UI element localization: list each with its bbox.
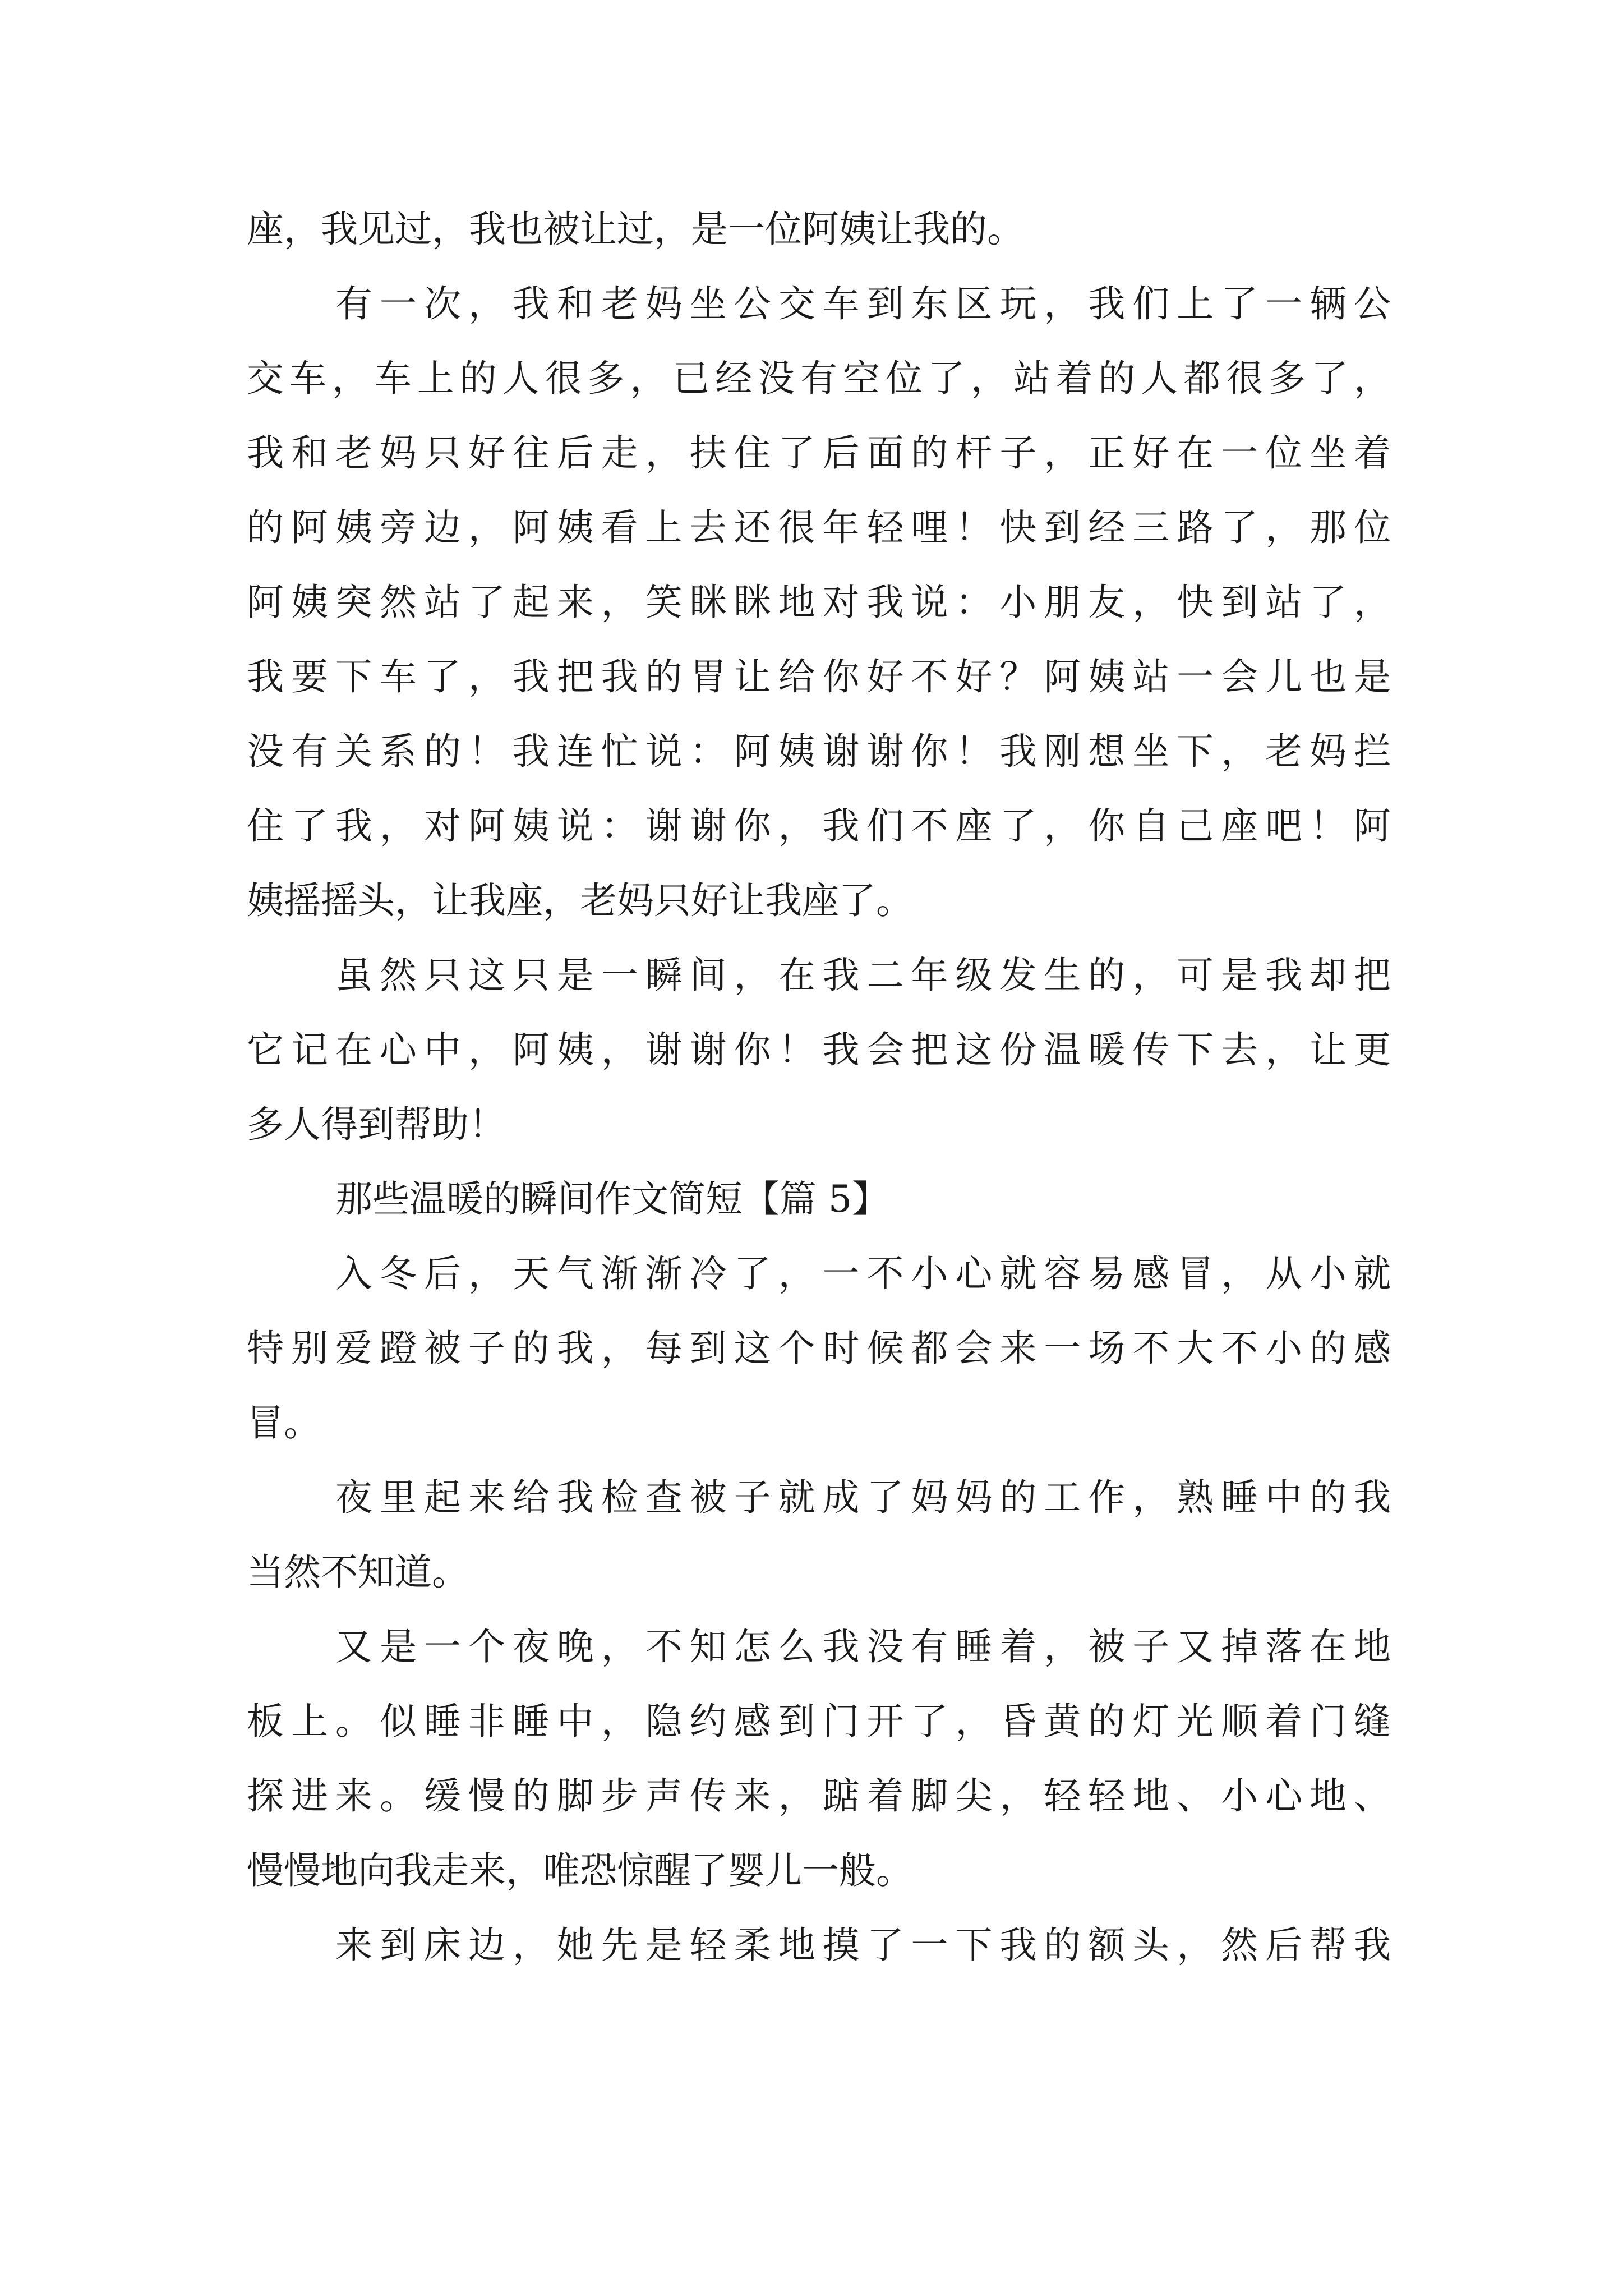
text-line: 特别爱蹬被子的我，每到这个时候都会来一场不大不小的感 (247, 1327, 1391, 1370)
paragraph-first-line: 有一次，我和老妈坐公交车到东区玩，我们上了一辆公 (335, 282, 1391, 325)
text-line: 阿姨突然站了起来，笑眯眯地对我说：小朋友，快到站了， (247, 581, 1391, 624)
paragraph-first-line: 夜里起来给我检查被子就成了妈妈的工作，熟睡中的我 (335, 1476, 1391, 1519)
text-line: 我和老妈只好往后走，扶住了后面的杆子，正好在一位坐着 (247, 431, 1391, 475)
text-line: 没有关系的！我连忙说：阿姨谢谢你！我刚想坐下，老妈拦 (247, 730, 1391, 773)
text-line: 慢慢地向我走来，唯恐惊醒了婴儿一般。 (247, 1849, 913, 1892)
document-body (247, 192, 1391, 1982)
text-line: 多人得到帮助！ (247, 1103, 506, 1146)
text-line: 住了我，对阿姨说：谢谢你，我们不座了，你自己座吧！阿 (247, 804, 1391, 848)
text-line: 姨摇摇头，让我座，老妈只好让我座了。 (247, 879, 913, 922)
text-line: 的阿姨旁边，阿姨看上去还很年轻哩！快到经三路了，那位 (247, 506, 1391, 549)
text-line: 当然不知道。 (247, 1550, 469, 1594)
text-line: 探进来。缓慢的脚步声传来，踮着脚尖，轻轻地、小心地、 (247, 1774, 1391, 1818)
paragraph-first-line: 入冬后，天气渐渐冷了，一不小心就容易感冒，从小就 (335, 1252, 1391, 1295)
paragraph-first-line: 那些温暖的瞬间作文简短【篇 5】 (335, 1177, 889, 1221)
paragraph-first-line: 来到床边，她先是轻柔地摸了一下我的额头，然后帮我 (335, 1924, 1391, 1967)
paragraph-first-line: 又是一个夜晚，不知怎么我没有睡着，被子又掉落在地 (335, 1625, 1391, 1668)
text-line: 我要下车了，我把我的胃让给你好不好？阿姨站一会儿也是 (247, 655, 1391, 698)
text-line: 它记在心中，阿姨，谢谢你！我会把这份温暖传下去，让更 (247, 1028, 1391, 1071)
text-line: 板上。似睡非睡中，隐约感到门开了，昏黄的灯光顺着门缝 (247, 1700, 1391, 1743)
text-line: 交车，车上的人很多，已经没有空位了，站着的人都很多了， (247, 357, 1391, 400)
paragraph-first-line: 虽然只这只是一瞬间，在我二年级发生的，可是我却把 (335, 954, 1391, 997)
text-line: 冒。 (247, 1401, 321, 1444)
text-line: 座，我见过，我也被让过，是一位阿姨让我的。 (247, 208, 1024, 251)
